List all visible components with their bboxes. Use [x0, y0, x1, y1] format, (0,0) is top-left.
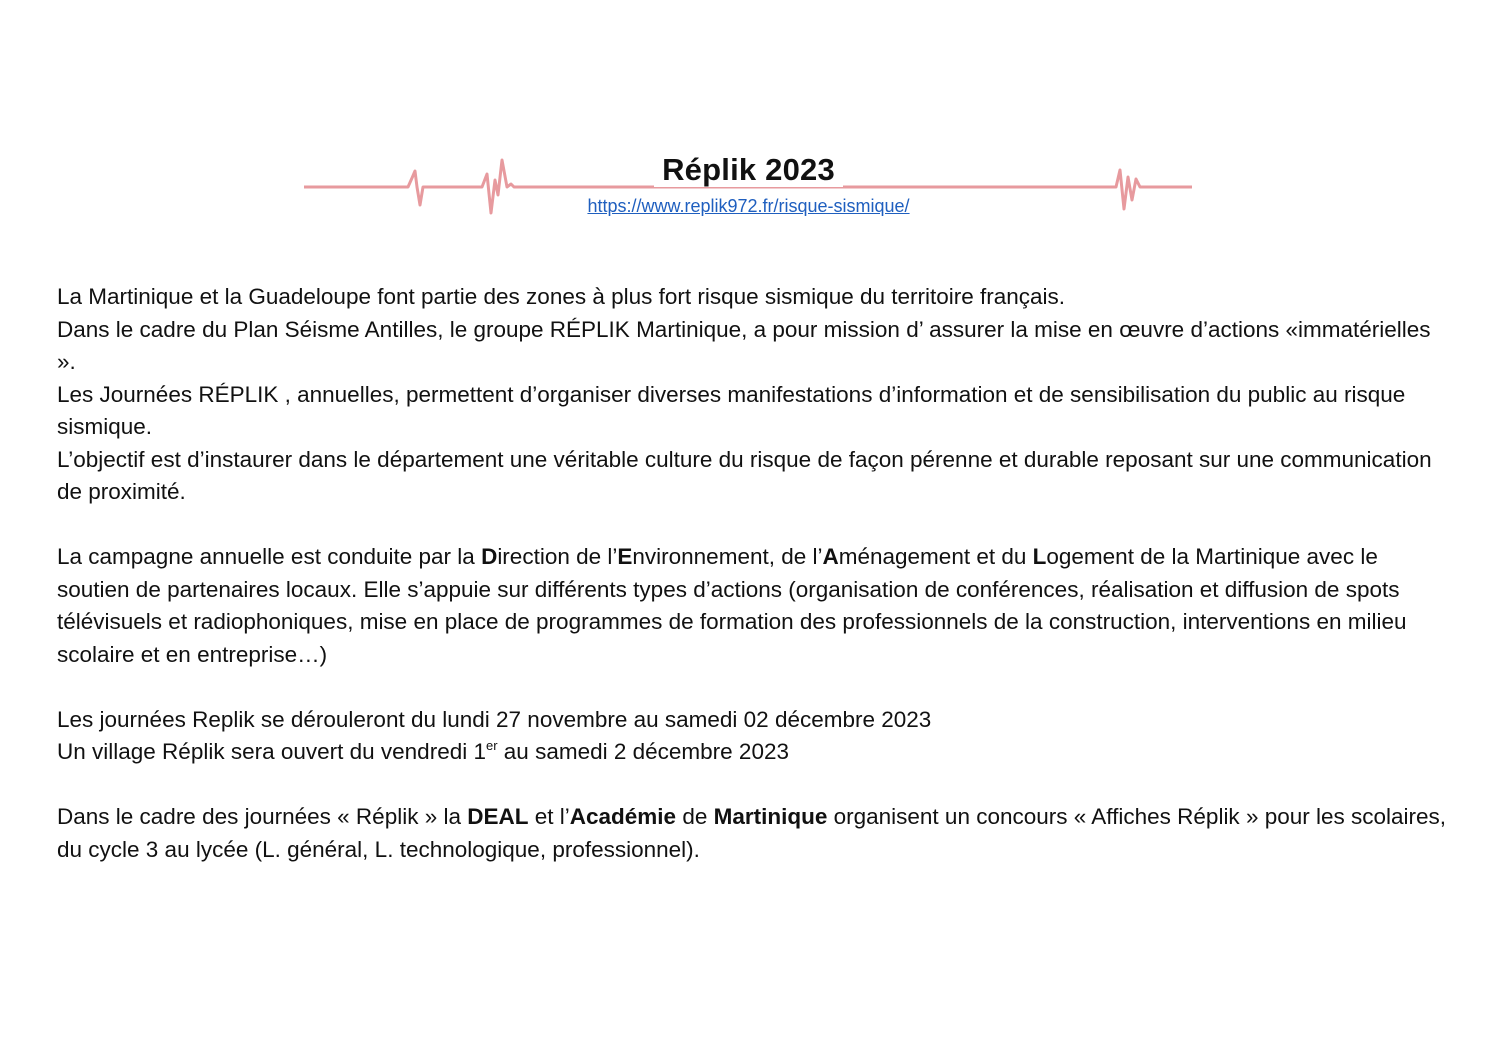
text-run: Dans le cadre des journées « Réplik » la	[57, 804, 468, 829]
bold-letter-a: A	[822, 544, 839, 569]
header	[0, 150, 1497, 230]
paragraph-concours	[57, 801, 1452, 866]
url-line	[0, 196, 1497, 217]
bold-letter-d: D	[481, 544, 498, 569]
text-run: ogement de la Martinique avec le soutien de partenaires locaux. Elle s’appuie sur différents types d’actions (organisation de conférences, réalisation et diffusion de spots télévisuels et radiophoniques, mise en place de programmes de formation des professionnels de la construction, interventions en milieu scolaire et en entreprise…)	[57, 544, 1407, 667]
paragraph-journees: Les Journées RÉPLIK , annuelles, permettent d’organiser diverses manifestations d’information et de sensibilisation du public au risque sismique.	[57, 381, 1406, 439]
paragraph-objectif: L’objectif est d’instaurer dans le département une véritable culture du risque de façon pérenne et durable reposant sur une communication de proximité.	[57, 446, 1432, 504]
text-run: organisent un concours « Affiches Réplik » pour les scolaires, du cycle 3 au lycée (L. général, L. technologique, professionnel).	[57, 804, 1447, 862]
text-run: nvironnement, de l’	[632, 544, 823, 569]
text-run: La campagne annuelle est conduite par la	[57, 544, 482, 569]
text-run: irection de l’	[497, 544, 618, 569]
paragraph-plan-seisme: Dans le cadre du Plan Séisme Antilles, le groupe RÉPLIK Martinique, a pour mission d’ assurer la mise en œuvre d’actions «immatérielles ».	[57, 316, 1431, 374]
replik-website-link[interactable]: https://www.replik972.fr/risque-sismique/	[587, 196, 910, 216]
page-title-text: Réplik 2023	[654, 152, 843, 187]
text-run: Un village Réplik sera ouvert du vendredi 1	[57, 739, 486, 764]
bold-letter-l: L	[1032, 544, 1047, 569]
text-run: et l’	[528, 804, 570, 829]
document-body	[57, 281, 1452, 866]
text-run: de	[676, 804, 714, 829]
spacer	[57, 769, 1452, 802]
page-title	[0, 152, 1497, 188]
ordinal-superscript: er	[485, 738, 498, 753]
bold-deal: DEAL	[467, 804, 529, 829]
paragraph-dates: Les journées Replik se dérouleront du lundi 27 novembre au samedi 02 décembre 2023	[57, 706, 932, 732]
paragraph-intro: La Martinique et la Guadeloupe font partie des zones à plus fort risque sismique du territoire français.	[57, 284, 1066, 309]
paragraph-campagne	[57, 541, 1452, 671]
text-run: ménagement et du	[838, 544, 1033, 569]
bold-academie: Académie	[569, 804, 677, 829]
text-run: au samedi 2 décembre 2023	[497, 739, 789, 764]
spacer	[57, 671, 1452, 704]
spacer	[57, 509, 1452, 542]
bold-martinique: Martinique	[713, 804, 828, 829]
bold-letter-e: E	[617, 544, 633, 569]
paragraph-village	[57, 736, 1452, 769]
